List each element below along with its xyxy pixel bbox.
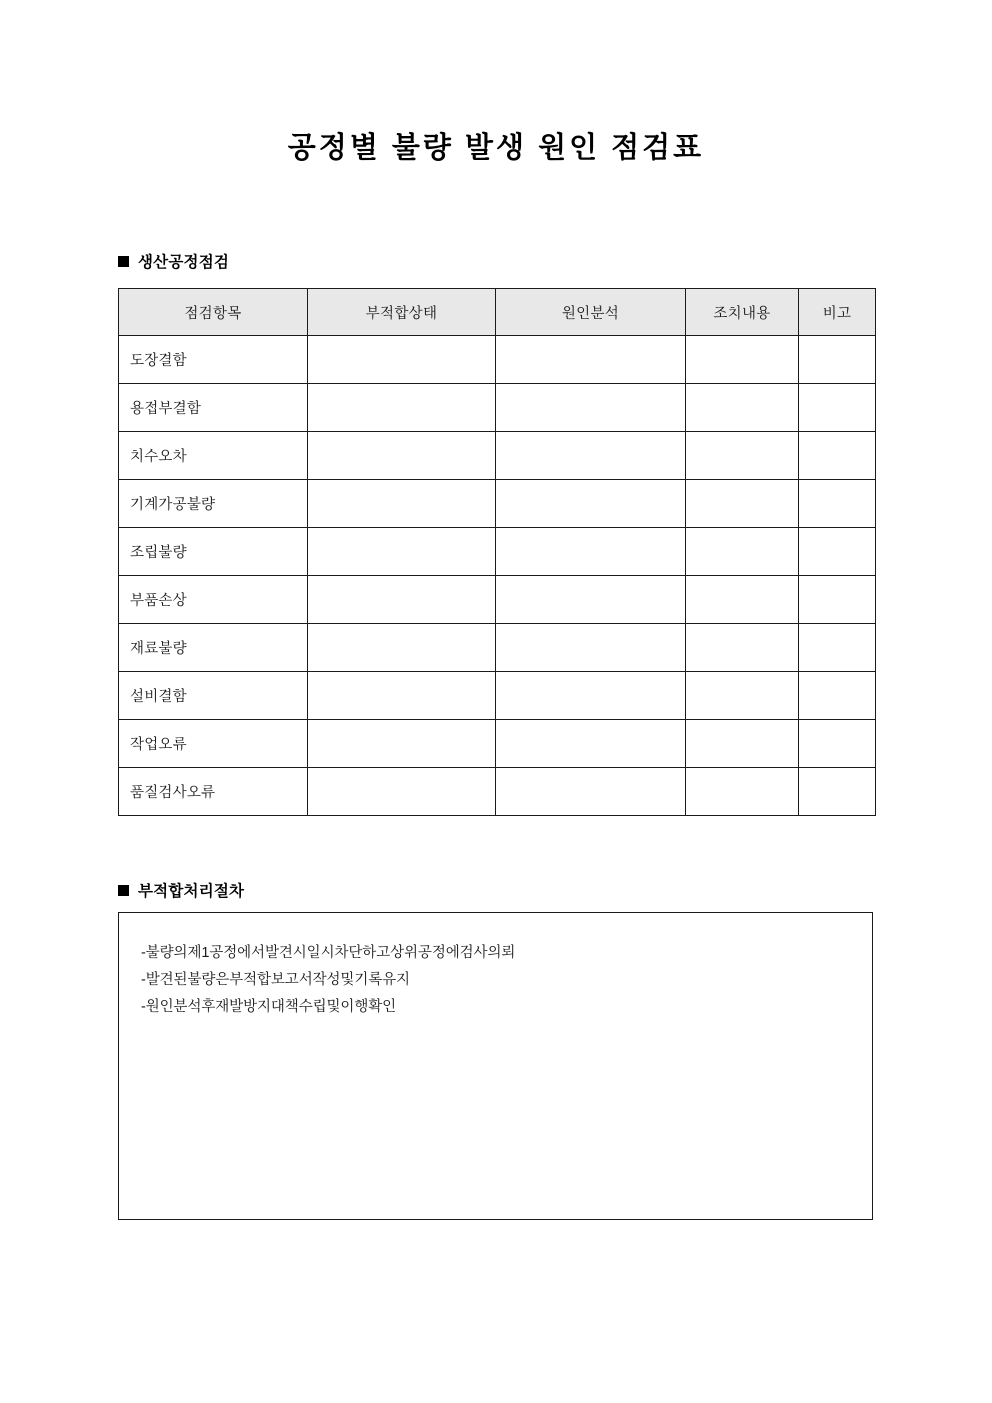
cell-item: 조립불량 [119, 528, 308, 576]
procedure-line: -발견된불량은부적합보고서작성및기록유지 [141, 972, 410, 988]
cell-note[interactable] [799, 336, 876, 384]
cell-note[interactable] [799, 624, 876, 672]
cell-cause[interactable] [496, 576, 686, 624]
column-header-cause: 원인분석 [496, 289, 686, 336]
table-row [119, 672, 876, 720]
cell-note[interactable] [799, 528, 876, 576]
cell-action[interactable] [686, 432, 799, 480]
cell-item: 설비결함 [119, 672, 308, 720]
cell-note[interactable] [799, 672, 876, 720]
cell-note[interactable] [799, 480, 876, 528]
cell-note[interactable] [799, 768, 876, 816]
table-row [119, 432, 876, 480]
cell-cause[interactable] [496, 624, 686, 672]
cell-cause[interactable] [496, 336, 686, 384]
cell-action[interactable] [686, 384, 799, 432]
column-header-item: 점검항목 [119, 289, 308, 336]
cell-cause[interactable] [496, 528, 686, 576]
filled-square-icon [118, 885, 129, 896]
column-header-action: 조치내용 [686, 289, 799, 336]
cell-note[interactable] [799, 576, 876, 624]
cell-action[interactable] [686, 528, 799, 576]
cell-item: 재료불량 [119, 624, 308, 672]
cell-state[interactable] [308, 384, 496, 432]
cell-note[interactable] [799, 720, 876, 768]
column-header-state: 부적합상태 [308, 289, 496, 336]
cell-state[interactable] [308, 672, 496, 720]
cell-action[interactable] [686, 576, 799, 624]
column-header-note: 비고 [799, 289, 876, 336]
cell-cause[interactable] [496, 480, 686, 528]
procedure-line: -불량의제1공정에서발견시일시차단하고상위공정에검사의뢰 [141, 945, 516, 961]
cell-state[interactable] [308, 432, 496, 480]
cell-state[interactable] [308, 768, 496, 816]
table-row [119, 576, 876, 624]
cell-state[interactable] [308, 528, 496, 576]
cell-item: 용접부결함 [119, 384, 308, 432]
cell-action[interactable] [686, 768, 799, 816]
cell-cause[interactable] [496, 384, 686, 432]
section-heading-procedure-label: 부적합처리절차 [138, 883, 245, 900]
section-heading-procedure [118, 879, 244, 901]
cell-state[interactable] [308, 480, 496, 528]
cell-action[interactable] [686, 624, 799, 672]
table-header-row [119, 289, 876, 336]
table-row [119, 480, 876, 528]
cell-item: 부품손상 [119, 576, 308, 624]
section-heading-inspection-label: 생산공정점검 [138, 254, 230, 271]
cell-item: 기계가공불량 [119, 480, 308, 528]
procedure-notes-box[interactable] [118, 912, 873, 1220]
table-row [119, 336, 876, 384]
table-row [119, 768, 876, 816]
table-row [119, 384, 876, 432]
cell-item: 품질검사오류 [119, 768, 308, 816]
cell-state[interactable] [308, 624, 496, 672]
cell-action[interactable] [686, 480, 799, 528]
cell-cause[interactable] [496, 432, 686, 480]
cell-cause[interactable] [496, 672, 686, 720]
cell-cause[interactable] [496, 768, 686, 816]
cell-cause[interactable] [496, 720, 686, 768]
table-header [119, 289, 876, 336]
table-row [119, 720, 876, 768]
table-row [119, 528, 876, 576]
section-heading-inspection [118, 250, 229, 272]
cell-item: 치수오차 [119, 432, 308, 480]
process-defect-check-table [118, 288, 876, 816]
filled-square-icon [118, 256, 129, 267]
cell-item: 도장결함 [119, 336, 308, 384]
cell-note[interactable] [799, 432, 876, 480]
cell-action[interactable] [686, 672, 799, 720]
cell-note[interactable] [799, 384, 876, 432]
cell-item: 작업오류 [119, 720, 308, 768]
page-title: 공정별 불량 발생 원인 점검표 [287, 132, 705, 164]
cell-state[interactable] [308, 576, 496, 624]
cell-state[interactable] [308, 336, 496, 384]
cell-action[interactable] [686, 720, 799, 768]
table-row [119, 624, 876, 672]
cell-action[interactable] [686, 336, 799, 384]
cell-state[interactable] [308, 720, 496, 768]
table-body [119, 336, 876, 816]
procedure-line: -원인분석후재발방지대책수립및이행확인 [141, 999, 397, 1015]
